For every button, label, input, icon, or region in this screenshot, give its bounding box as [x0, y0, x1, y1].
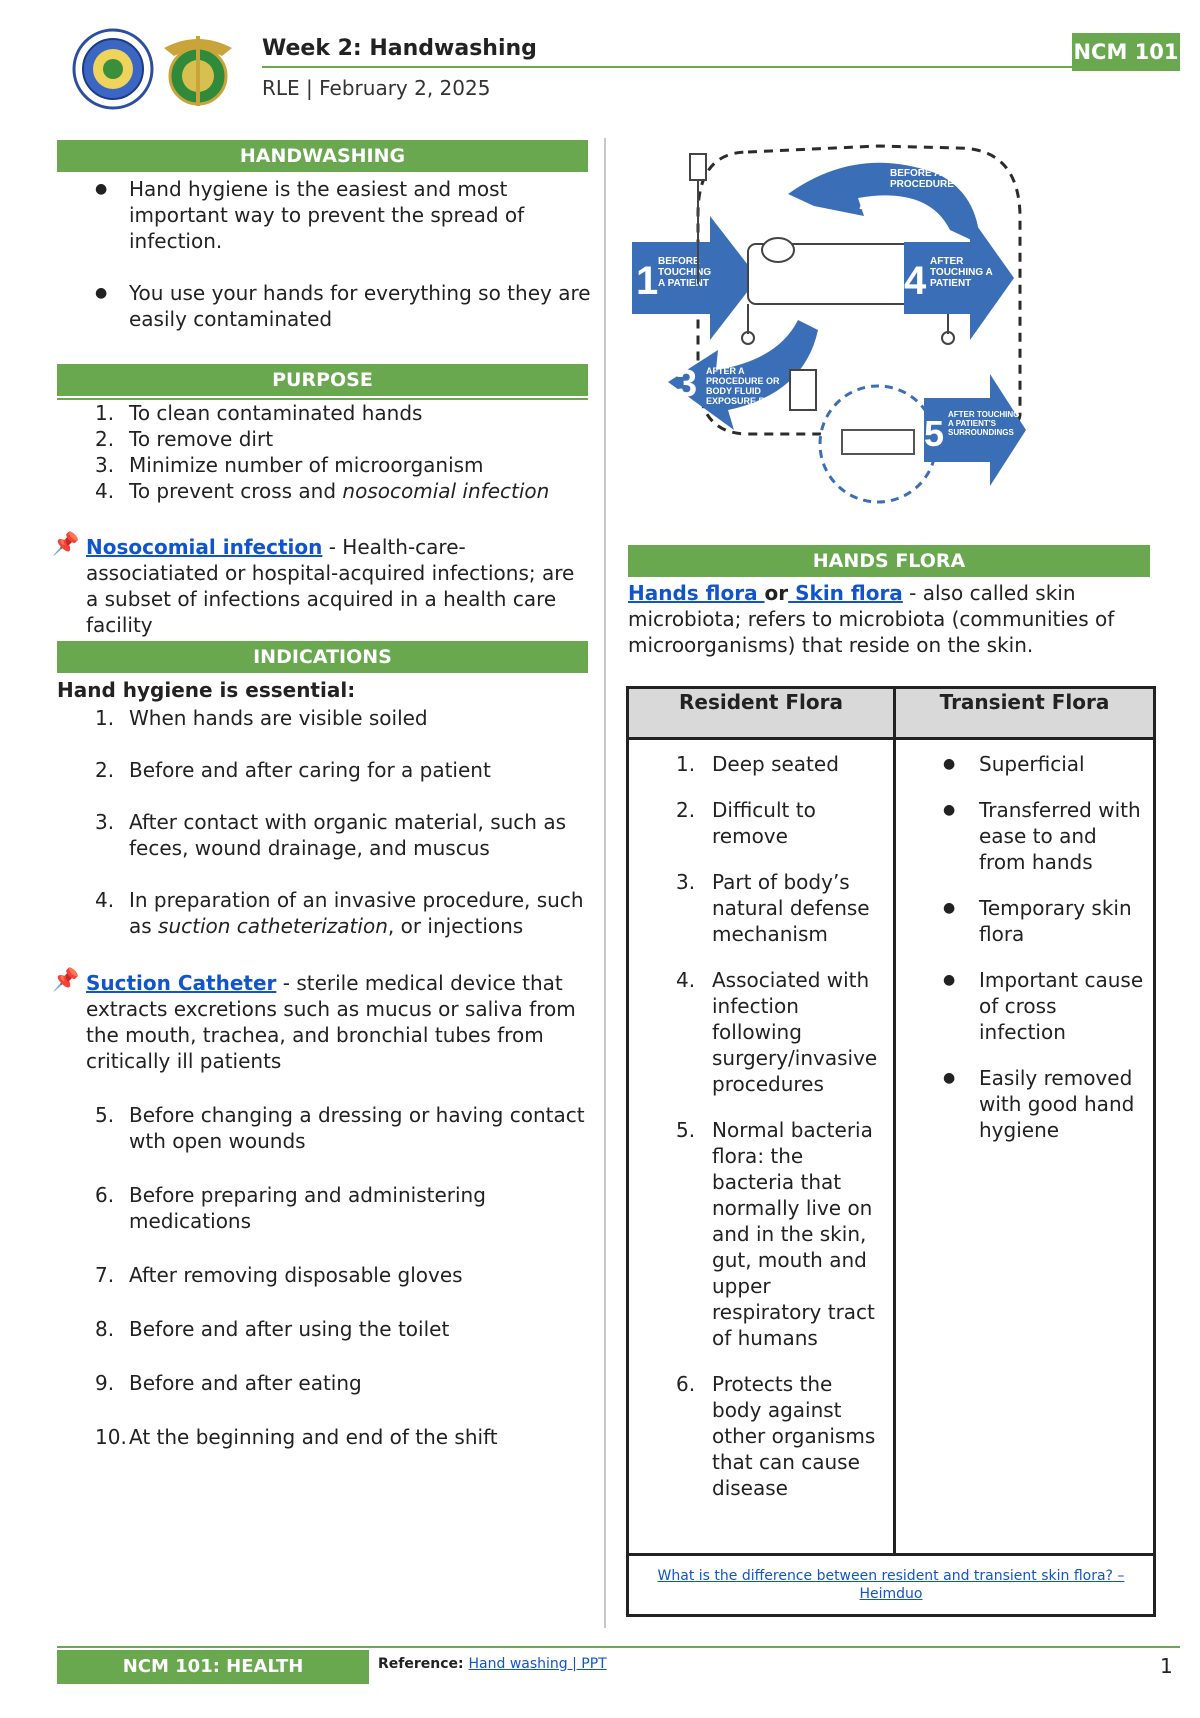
section-heading-indications: INDICATIONS: [57, 641, 588, 673]
purpose-list: [57, 400, 592, 504]
list-item: 3. Part of body’s natural defense mechanism: [676, 870, 870, 946]
list-item: 1. When hands are visible soiled: [95, 706, 428, 730]
patient-icon: [762, 238, 794, 262]
list-item: ● Hand hygiene is the easiest and most important way to prevent the spread of infection.: [57, 176, 592, 254]
nosocomial-infection-link[interactable]: Nosocomial infection: [86, 535, 323, 559]
list-item: 2. To remove dirt: [95, 427, 274, 451]
moment-2-label: BEFORE A PROCEDURE: [890, 168, 954, 190]
moment-4-label: AFTER TOUCHING A PATIENT: [930, 256, 993, 289]
list-item: 3. After contact with organic material, such as feces, wound drainage, and muscus: [95, 810, 567, 860]
page-subtitle: RLE | February 2, 2025: [262, 76, 491, 100]
reference-link[interactable]: Hand washing | PPT: [468, 1656, 607, 1672]
list-item: 7. After removing disposable gloves: [95, 1263, 463, 1287]
list-item: 10. At the beginning and end of the shift: [95, 1425, 498, 1449]
resident-transient-source-link[interactable]: What is the difference between resident and transient skin flora? – Heimduo: [657, 1568, 1125, 1602]
fluid-bag-icon: [790, 370, 816, 410]
list-item: ● Easily removed with good hand hygiene: [943, 1066, 1135, 1142]
section-heading-handwashing: HANDWASHING: [57, 140, 588, 172]
moment-4-number: 4: [904, 259, 927, 303]
list-item: 4. Associated with infection following surgery/invasive procedures: [676, 968, 878, 1096]
moment-5-label: AFTER TOUCHING A PATIENT'S SURROUNDINGS: [948, 410, 1020, 437]
pin-icon: 📌: [52, 532, 80, 557]
indications-list-b: [57, 1102, 592, 1450]
footer-course-label: NCM 101: HEALTH ASSESSMENT: [57, 1650, 369, 1684]
nursing-logo-right: [160, 26, 236, 112]
five-moments-diagram: [628, 134, 1148, 510]
list-item: 4. In preparation of an invasive procedure, such as suction catheterization, or injections: [95, 888, 584, 938]
list-item: 6. Before preparing and administering medications: [95, 1183, 486, 1233]
list-item: ● Superficial: [943, 752, 1085, 776]
list-item: 2. Difficult to remove: [676, 798, 816, 848]
list-item: 4. To prevent cross and nosocomial infection: [95, 479, 550, 503]
moment-3-number: 3: [676, 363, 698, 405]
list-item: ● Temporary skin flora: [943, 896, 1132, 946]
moment-1-number: 1: [636, 259, 659, 303]
suction-catheter-definition: Suction Catheter - sterile medical device that extracts excretions such as mucus or saliva from the mouth, trachea, and bronchial tubes from critically ill patients: [86, 971, 576, 1073]
transient-flora-cell: [895, 739, 1155, 1555]
page-title: Week 2: Handwashing: [262, 36, 537, 61]
list-item: 2. Before and after caring for a patient: [95, 758, 491, 782]
nosocomial-definition: Nosocomial infection - Health-care-associatiated or hospital-acquired infections; are a subset of infections acquired in a health care facility: [86, 535, 575, 637]
handwashing-bullets: [57, 176, 592, 332]
list-item: 5. Before changing a dressing or having contact wth open wounds: [95, 1103, 585, 1153]
list-item: 6. Protects the body against other organisms that can cause disease: [676, 1372, 876, 1500]
indications-list-a: [57, 705, 592, 939]
list-item: 3. Minimize number of microorganism: [95, 453, 484, 477]
list-item: 8. Before and after using the toilet: [95, 1317, 450, 1341]
moment-2-number: 2: [858, 195, 880, 237]
list-item: 1. Deep seated: [676, 752, 839, 776]
pin-icon: 📌: [52, 968, 80, 993]
flora-table: [626, 686, 1156, 1617]
footer-reference: Reference: Hand washing | PPT: [378, 1656, 607, 1672]
list-item: ● Important cause of cross infection: [943, 968, 1144, 1044]
column-header-resident: Resident Flora: [628, 688, 895, 739]
section-heading-hands-flora: HANDS FLORA: [628, 545, 1150, 577]
list-item: 5. Normal bacteria flora: the bacteria that normally live on and in the skin, gut, mouth and upper respiratory tract of humans: [676, 1118, 875, 1350]
table-footer-row: [628, 1555, 1155, 1616]
table-header-row: [628, 688, 1155, 739]
resident-flora-cell: [628, 739, 895, 1555]
list-item: 1. To clean contaminated hands: [95, 401, 423, 425]
table-row: [628, 739, 1155, 1555]
page-number: 1: [1160, 1654, 1173, 1678]
list-item: ● You use your hands for everything so they are easily contaminated: [57, 280, 592, 332]
hands-flora-definition: Hands flora or Skin flora - also called skin microbiota; refers to microbiota (communities of microorganisms) that reside on the skin.: [628, 581, 1115, 657]
moment-5-number: 5: [924, 413, 945, 454]
list-item: ● Transferred with ease to and from hands: [943, 798, 1141, 874]
skin-flora-link[interactable]: Skin flora: [788, 581, 903, 605]
section-heading-purpose: PURPOSE: [57, 364, 588, 396]
school-logo-left: [72, 28, 154, 110]
footer-rule: [57, 1646, 1180, 1648]
moment-1-label: BEFORE TOUCHING A PATIENT: [658, 256, 712, 289]
flora-table-wrapper: [626, 686, 1156, 1617]
hands-flora-link[interactable]: Hands flora: [628, 581, 765, 605]
column-header-transient: Transient Flora: [895, 688, 1155, 739]
list-item: 9. Before and after eating: [95, 1371, 362, 1395]
course-badge: NCM 101: [1072, 33, 1180, 71]
moment-3-label: AFTER A PROCEDURE OR BODY FLUID EXPOSURE RISK: [706, 366, 781, 406]
suction-catheter-link[interactable]: Suction Catheter: [86, 971, 277, 995]
header-rule: [262, 66, 1072, 68]
indications-intro: Hand hygiene is essential:: [57, 678, 356, 702]
column-divider: [604, 138, 606, 1628]
